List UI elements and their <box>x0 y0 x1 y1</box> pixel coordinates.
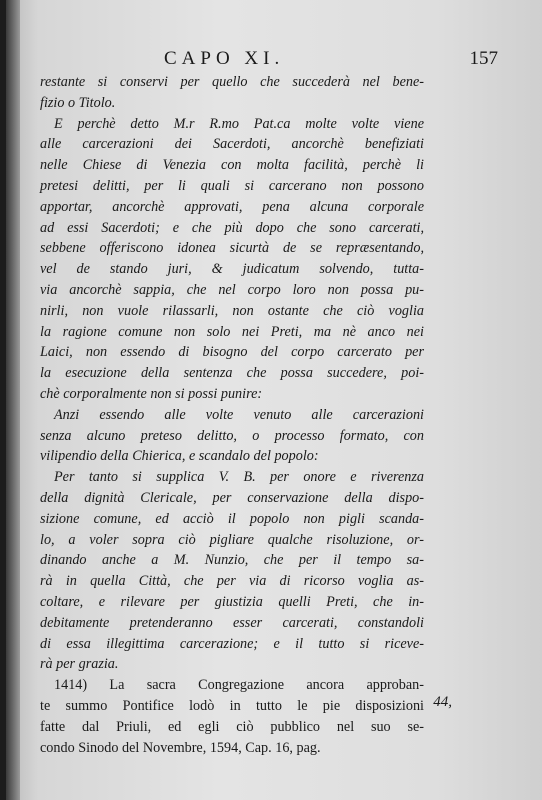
text-line: vilipendio della Chierica, e scandalo del popolo: <box>40 448 319 465</box>
page-header <box>46 48 512 72</box>
book-page <box>6 0 542 800</box>
text-line: fizio o Titolo. <box>40 94 116 111</box>
text-line: condo Sinodo del Novembre, 1594, Cap. 16, pag. <box>40 739 321 756</box>
paragraph-p4 <box>40 467 424 675</box>
text-line: senza alcuno preteso delitto, o processo formato, con <box>40 427 424 444</box>
page-number: 157 <box>469 48 498 69</box>
paragraph-p5 <box>40 675 424 758</box>
paragraph-p3 <box>40 405 424 467</box>
text-line: chè corporalmente non si possi punire: <box>40 385 263 402</box>
text-line: della dignità Clericale, per conservazione della dispo- <box>40 489 424 506</box>
text-line: la esecuzione della sentenza che possa succedere, poi- <box>40 365 424 382</box>
running-title: CAPO XI. <box>164 48 285 69</box>
text-line: sebbene offeriscono idonea sicurtà de se repræsentando, <box>40 240 424 257</box>
paragraph-p2 <box>40 114 424 405</box>
text-line: rà in quella Città, che per via di ricorso voglia as- <box>40 573 424 590</box>
text-line: te summo Pontifice lodò in tutto le pie disposizioni <box>40 697 424 714</box>
text-line: di essa illegittima carcerazione; e il tutto si riceve- <box>40 635 424 652</box>
text-line: alle carcerazioni dei Sacerdoti, ancorchè benefiziati <box>40 136 424 153</box>
text-line: fatte dal Priuli, ed egli ciò pubblico nel suo se- <box>40 718 424 735</box>
text-line: Per tanto si supplica V. B. per onore e riverenza <box>54 469 424 486</box>
paragraph-p1 <box>40 72 424 114</box>
page-body <box>40 72 424 758</box>
text-line: Laici, non essendo di bisogno del corpo carcerato per <box>40 344 424 361</box>
text-line: nelle Chiese di Venezia con molta facilità, perchè li <box>40 157 424 174</box>
text-line: dinando anche a M. Nunzio, che per il tempo sa- <box>40 552 424 569</box>
text-line: 1414) La sacra Congregazione ancora approban- <box>54 677 424 694</box>
text-line: restante si conservi per quello che succederà nel bene- <box>40 74 424 90</box>
text-line: vel de stando juri, & judicatum solvendo, tutta- <box>40 261 424 278</box>
text-line: rà per grazia. <box>40 656 119 673</box>
text-line: Anzi essendo alle volte venuto alle carcerazioni <box>54 406 424 423</box>
text-line: lo, a voler sopra ciò pigliare qualche risoluzione, or- <box>40 531 424 548</box>
text-line: ad essi Sacerdoti; e che più dopo che sono carcerati, <box>40 219 424 236</box>
text-line: la ragione comune non solo nei Preti, ma nè anco nei <box>40 323 424 340</box>
text-line: nirli, non vuole rilassarli, non ostante che ciò voglia <box>40 302 424 319</box>
catchword: 44, <box>433 694 452 710</box>
text-line: pretesi delitti, per li quali si carcerano non possono <box>40 177 424 194</box>
text-line: E perchè detto M.r R.mo Pat.ca molte volte viene <box>54 115 424 132</box>
text-line: via ancorchè sappia, che nel corpo loro non possa pu- <box>40 281 424 298</box>
text-line: debitamente pretenderanno esser carcerati, constandoli <box>40 614 424 631</box>
text-line: coltare, e rilevare per giustizia quelli Preti, che in- <box>40 593 424 610</box>
text-line: apportar, ancorchè approvati, pena alcuna corporale <box>40 198 424 215</box>
page-gutter-shadow <box>6 0 20 800</box>
text-line: sizione comune, ed acciò il popolo non pigli scanda- <box>40 510 424 527</box>
